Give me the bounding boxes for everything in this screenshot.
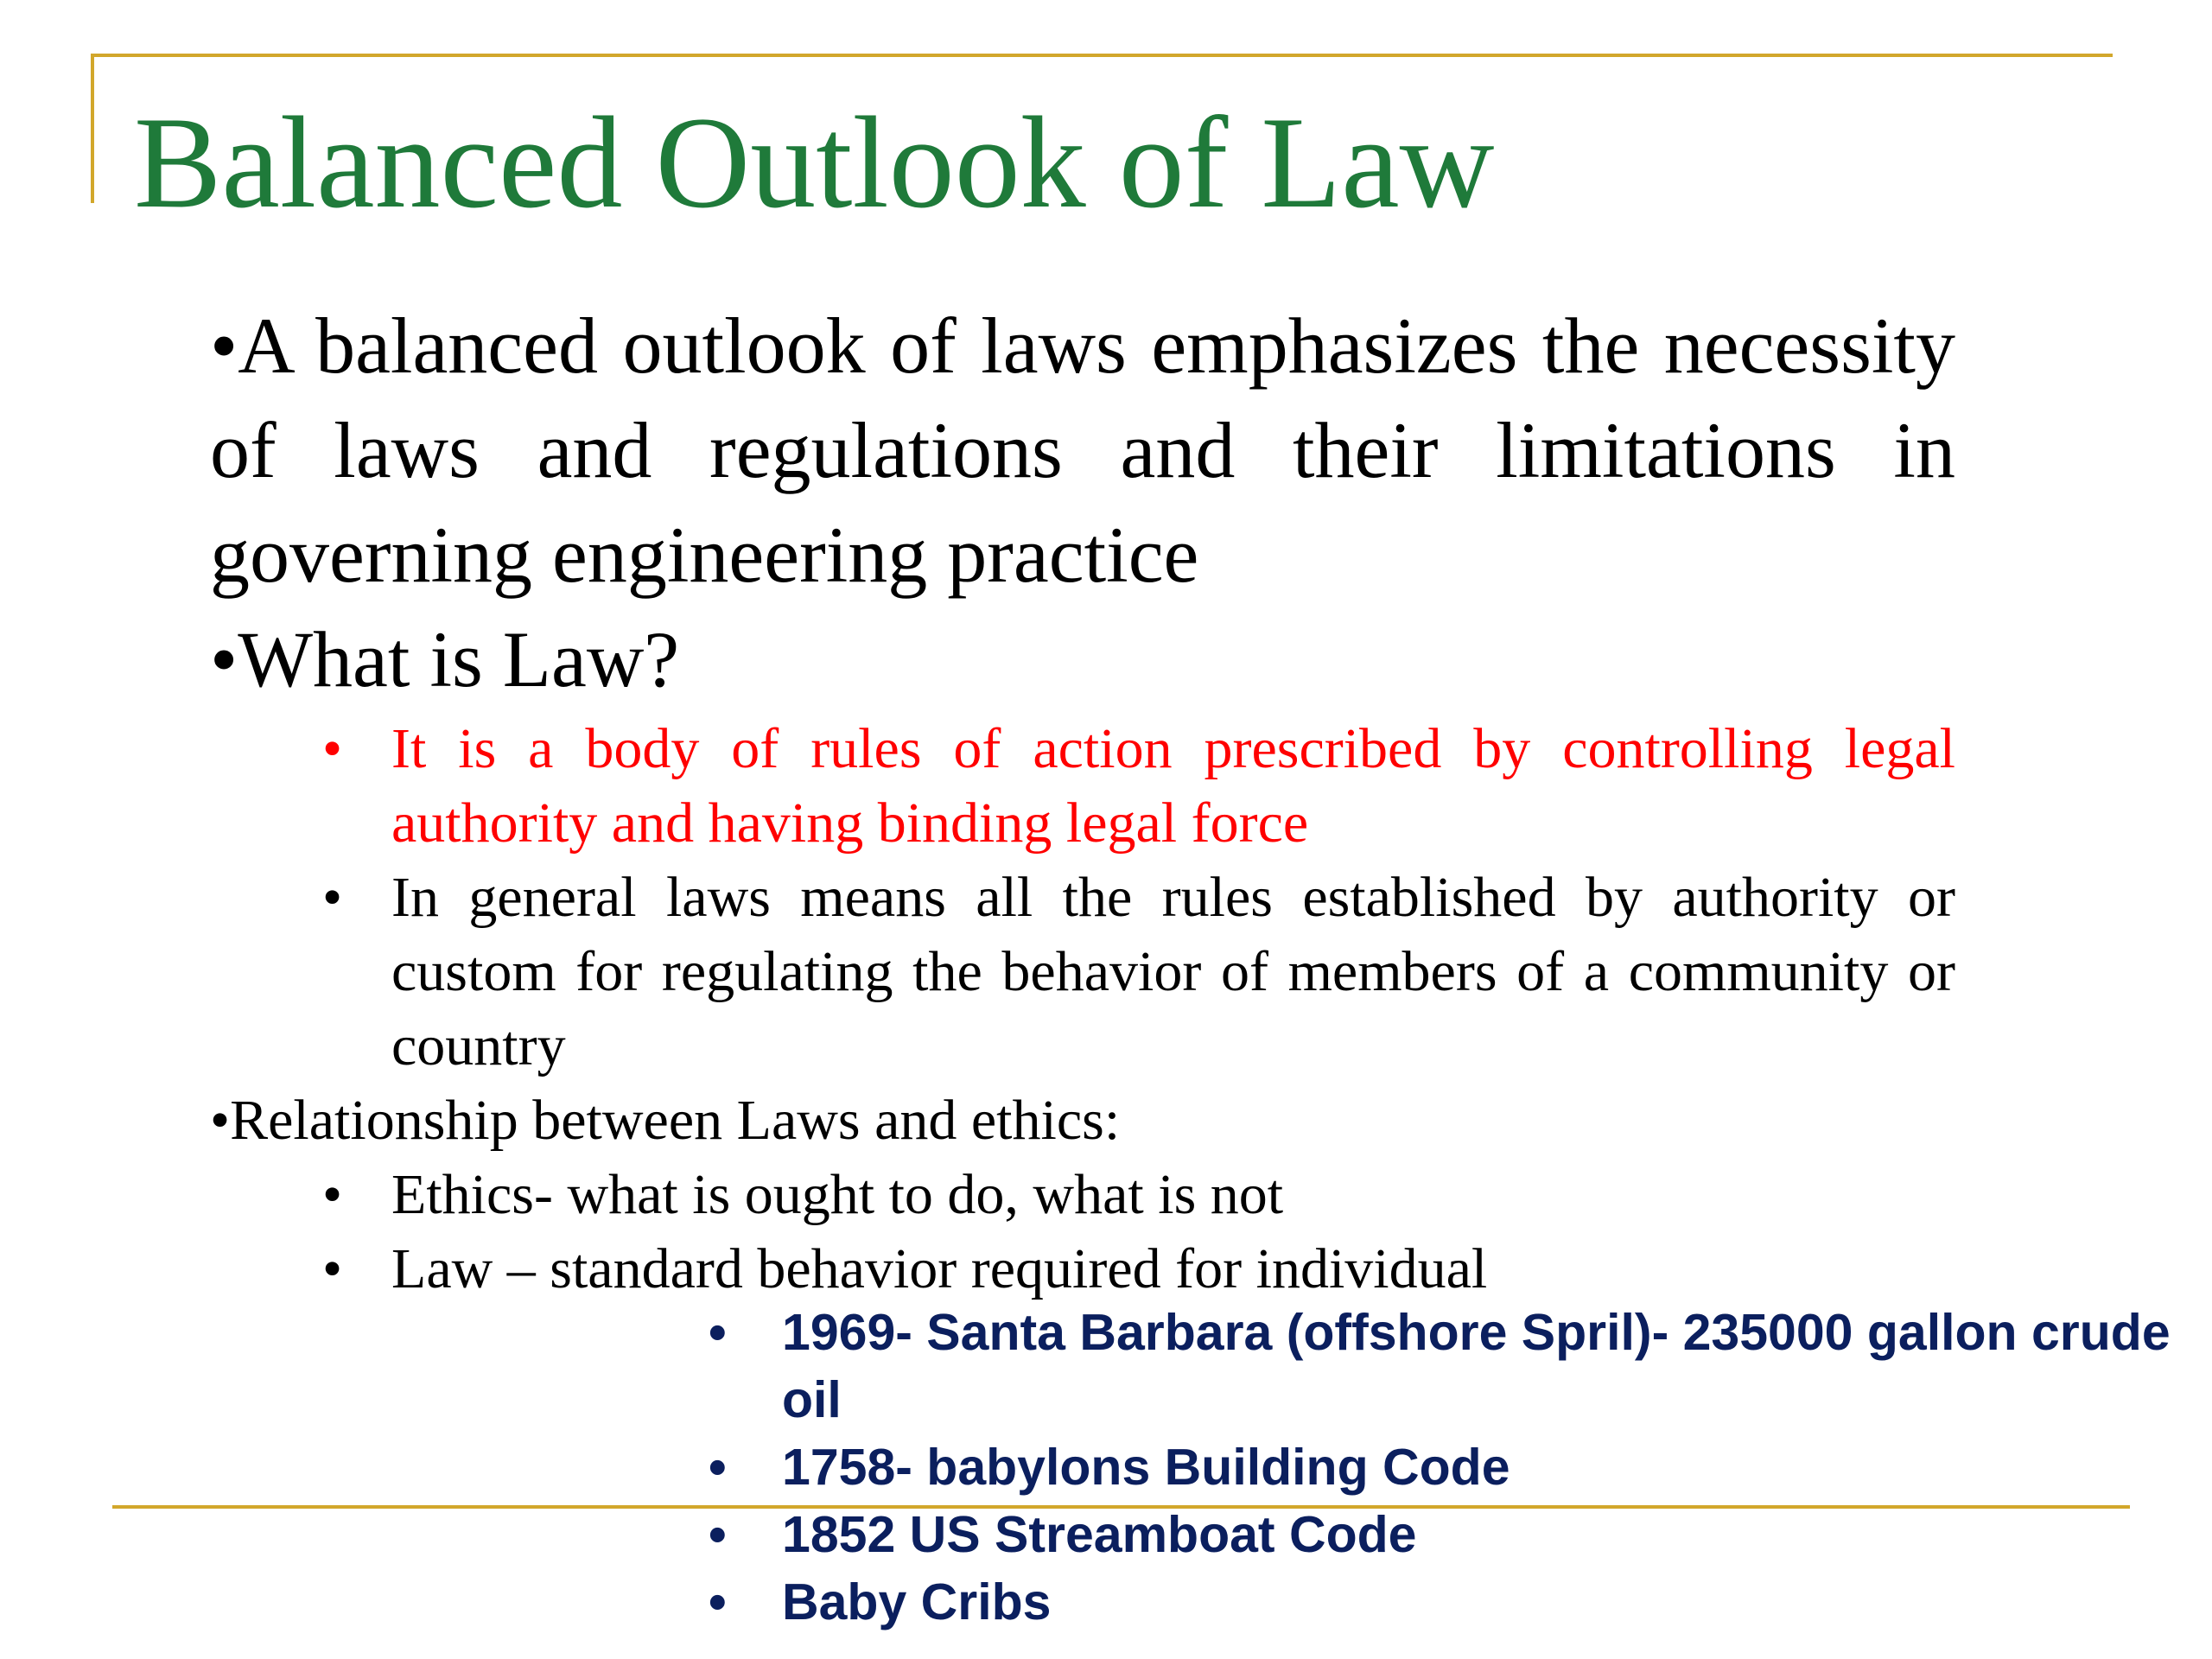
bullet-glyph: • (210, 1089, 231, 1152)
bullet-glyph: • (322, 717, 343, 780)
bullet-glyph: • (709, 1573, 727, 1630)
subbullet-law-general (210, 861, 1955, 1084)
overlay-item (709, 1501, 2195, 1568)
overlay-item-text: 1758- babylons Building Code (782, 1439, 1510, 1496)
overlay-item (709, 1433, 2195, 1501)
bullet-text: What is Law? (238, 615, 680, 703)
bullet-text: Ethics- what is ought to do, what is not (391, 1163, 1284, 1226)
bullet-glyph: • (322, 866, 343, 929)
bullet-text: It is a body of rules of action prescribed by controlling legal authority and having binding legal force (391, 717, 1955, 855)
bullet-text: Relationship between Laws and ethics: (230, 1089, 1121, 1152)
slide-title: Balanced Outlook of Law (134, 90, 1495, 235)
overlay-item-text: Baby Cribs (782, 1573, 1052, 1630)
overlay-item (709, 1299, 2195, 1433)
overlay-list (709, 1299, 2195, 1636)
bullet-glyph: • (322, 1163, 343, 1226)
frame-left-rule (91, 54, 94, 203)
bullet-glyph: • (322, 1237, 343, 1300)
subbullet-law-standard (210, 1232, 1955, 1306)
bullet-glyph: • (709, 1304, 727, 1361)
bullet-text: Law – standard behavior required for individual (391, 1237, 1488, 1300)
bullet-text: A balanced outlook of laws emphasizes the necessity of laws and regulations and their limitations in governing engineering practice (210, 302, 1955, 599)
bullet-glyph: • (709, 1439, 727, 1496)
bullet-balanced-outlook (210, 294, 1955, 607)
bullet-glyph: • (709, 1506, 727, 1563)
overlay-item-text: 1969- Santa Barbara (offshore Spril)- 235000 gallon crude oil (782, 1304, 2171, 1428)
bullet-glyph: • (210, 615, 238, 703)
slide-body (210, 294, 1955, 1306)
bullet-what-is-law (210, 607, 1955, 712)
subbullet-ethics (210, 1158, 1955, 1232)
frame-top-rule (91, 54, 2113, 57)
bullet-laws-and-ethics (210, 1084, 1955, 1158)
overlay-item (709, 1568, 2195, 1636)
overlay-item-text: 1852 US Streamboat Code (782, 1506, 1417, 1563)
subbullet-law-definition (210, 712, 1955, 861)
bullet-glyph: • (210, 302, 238, 390)
bullet-text: In general laws means all the rules established by authority or custom for regulating the behavior of members of a community or country (391, 866, 1955, 1077)
